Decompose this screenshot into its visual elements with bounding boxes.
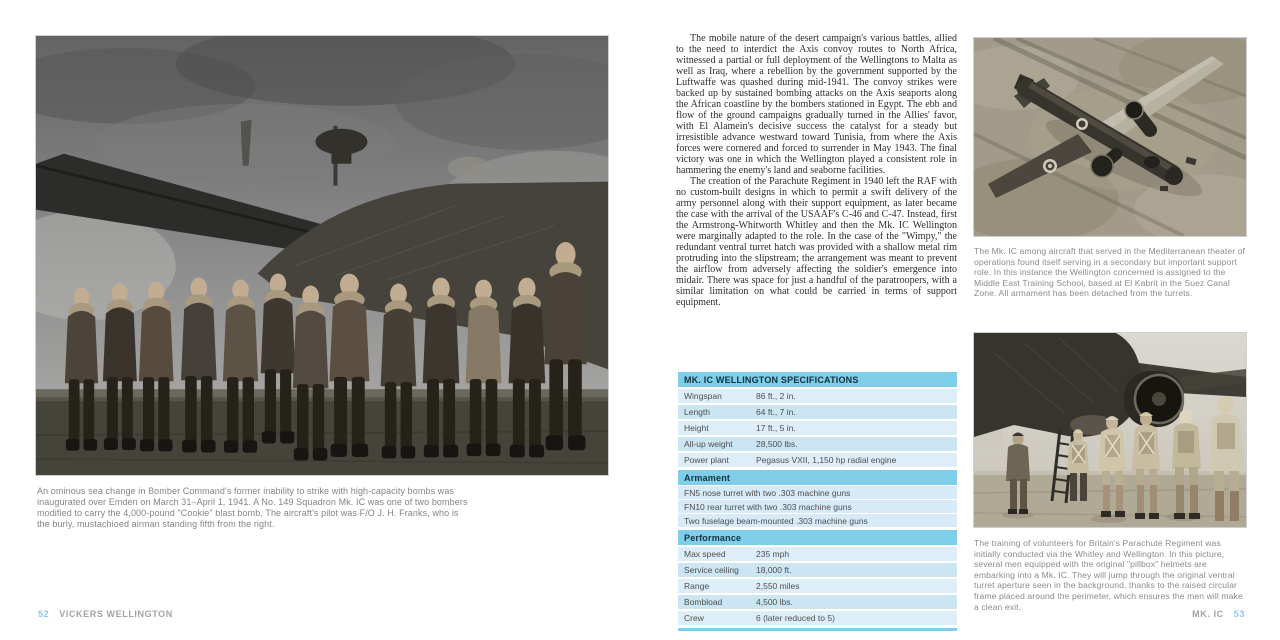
spec-label: Wingspan xyxy=(684,391,722,401)
spec-value: 2,550 miles xyxy=(756,581,800,591)
spec-label: Crew xyxy=(684,613,704,623)
spec-value: 28,500 lbs. xyxy=(756,439,798,449)
crew-photo-illustration xyxy=(36,36,608,475)
spec-label: Length xyxy=(684,407,710,417)
spec-label: Bombload xyxy=(684,597,723,607)
spec-value: Pegasus VXII, 1,150 hp radial engine xyxy=(756,455,897,465)
spec-row xyxy=(678,563,957,577)
armament-item: FN5 nose turret with two .303 machine guns xyxy=(678,486,957,499)
spec-row xyxy=(678,453,957,467)
spec-row xyxy=(678,405,957,419)
bottom-right-photo-caption: The training of volunteers for Britain's Parachute Regiment was initially conducted via the Whitley and Wellington. In this picture, several men equipped with the original "pillbox" helmets are embarking into a Mk. IC. They will jump through the original ventral turret aperture seen in the background, thanks to the raised circular frame placed around the perimeter, which ensures the men will make a clean exit. xyxy=(974,538,1243,612)
right-page-footer xyxy=(1192,609,1245,619)
embarkation-photo-illustration xyxy=(974,333,1246,527)
left-page-number: 52 xyxy=(38,609,50,619)
spec-row xyxy=(678,595,957,609)
body-paragraph: The creation of the Parachute Regiment in 1940 left the RAF with no custom-built designs in which to permit a swift delivery of the army personnel along with their support equipment, as later became the case with the arrival of the USAAF's C-46 and C-47. Instead, first the Armstrong-Whitworth Whitley and then the Mk. IC Wellington were marginally adapted to the role. In the case of the "Wimpy," the redundant ventral turret hatch was provided with a shallow metal rim protruding into the slipstream; the arrangement was meant to prevent the airflow from adversely affecting the soldier's emergence into midair. There was space for just a handful of the paratroopers, with a similar limitation on what could be carried in terms of support equipment. xyxy=(676,176,957,308)
spec-label: All-up weight xyxy=(684,439,733,449)
spec-value: 18,000 ft. xyxy=(756,565,792,575)
spec-value: 6 (later reduced to 5) xyxy=(756,613,835,623)
top-right-photo-caption: The Mk. IC among aircraft that served in the Mediterranean theater of operations found itself serving in a secondary but important support role. In this instance the Wellington concerned is assigned to the Middle East Training School, based at El Kabrit in the Suez Canal Zone. All armament has been detached from the turrets. xyxy=(974,246,1246,299)
spec-row xyxy=(678,611,957,625)
spec-value: 4,500 lbs. xyxy=(756,597,793,607)
body-paragraph: The mobile nature of the desert campaign's various battles, allied to the need to interdict the Axis convoy routes to North Africa, witnessed a partial or full deployment of the Wellingtons to Malta as well as Iraq, where a rebellion by the government supported by the Luftwaffe was quashed during mid-1941. The convoy strikes were backed up by sustained bombing attacks on the Axis seaports along the African coastline by the bombers stationed in Egypt. The ebb and flow of the ground campaigns gradually turned in the Allies' favor, with El Alamein's decisive success the catalyst for a steady but irresistible advance westward toward Tunisia, from where the Axis forces were cornered and forced to surrender in May 1943. The final victory was one in which the Wellington played a consistent role in hammering the enemy's land and seaborne facilities. xyxy=(676,33,957,176)
armament-item: FN10 rear turret with two .303 machine guns xyxy=(678,500,957,513)
table-bottom-rule xyxy=(678,628,957,631)
spec-row xyxy=(678,421,957,435)
body-text-column xyxy=(676,33,957,308)
spec-value: 86 ft., 2 in. xyxy=(756,391,796,401)
spec-label: Service ceiling xyxy=(684,565,739,575)
embarkation-photo xyxy=(973,332,1247,528)
armament-item: Two fuselage beam-mounted .303 machine guns xyxy=(678,514,957,527)
spec-row xyxy=(678,389,957,403)
spec-label: Height xyxy=(684,423,709,433)
spec-label: Range xyxy=(684,581,710,591)
spec-label: Max speed xyxy=(684,549,726,559)
aerial-photo xyxy=(973,37,1247,237)
spec-value: 235 mph xyxy=(756,549,790,559)
armament-section-header: Armament xyxy=(678,470,957,485)
spec-label: Power plant xyxy=(684,455,729,465)
left-photo-caption: An ominous sea change in Bomber Command's former inability to strike with high-capacity bombs was inaugurated over Emden on March 31–April 1, 1941. A No. 149 Squadron Mk. IC was one of two bombers modified to carry the 4,000-pound "Cookie" blast bomb. The aircraft's pilot was F/O J. H. Franks, who is the burly, mustachioed airman standing fifth from the right. xyxy=(37,486,468,529)
left-page-footer xyxy=(38,609,173,619)
spec-row xyxy=(678,579,957,593)
performance-section-header: Performance xyxy=(678,530,957,545)
crew-group-photo xyxy=(35,35,609,476)
spec-row xyxy=(678,437,957,451)
spec-value: 17 ft., 5 in. xyxy=(756,423,796,433)
spec-table xyxy=(678,372,957,631)
spec-value: 64 ft., 7 in. xyxy=(756,407,796,417)
aerial-photo-illustration xyxy=(974,38,1246,236)
left-footer-title: VICKERS WELLINGTON xyxy=(59,609,173,619)
right-page-number: 53 xyxy=(1233,609,1245,619)
spec-table-title: MK. IC WELLINGTON SPECIFICATIONS xyxy=(678,372,957,387)
spec-row xyxy=(678,547,957,561)
right-footer-title: MK. IC xyxy=(1192,609,1224,619)
